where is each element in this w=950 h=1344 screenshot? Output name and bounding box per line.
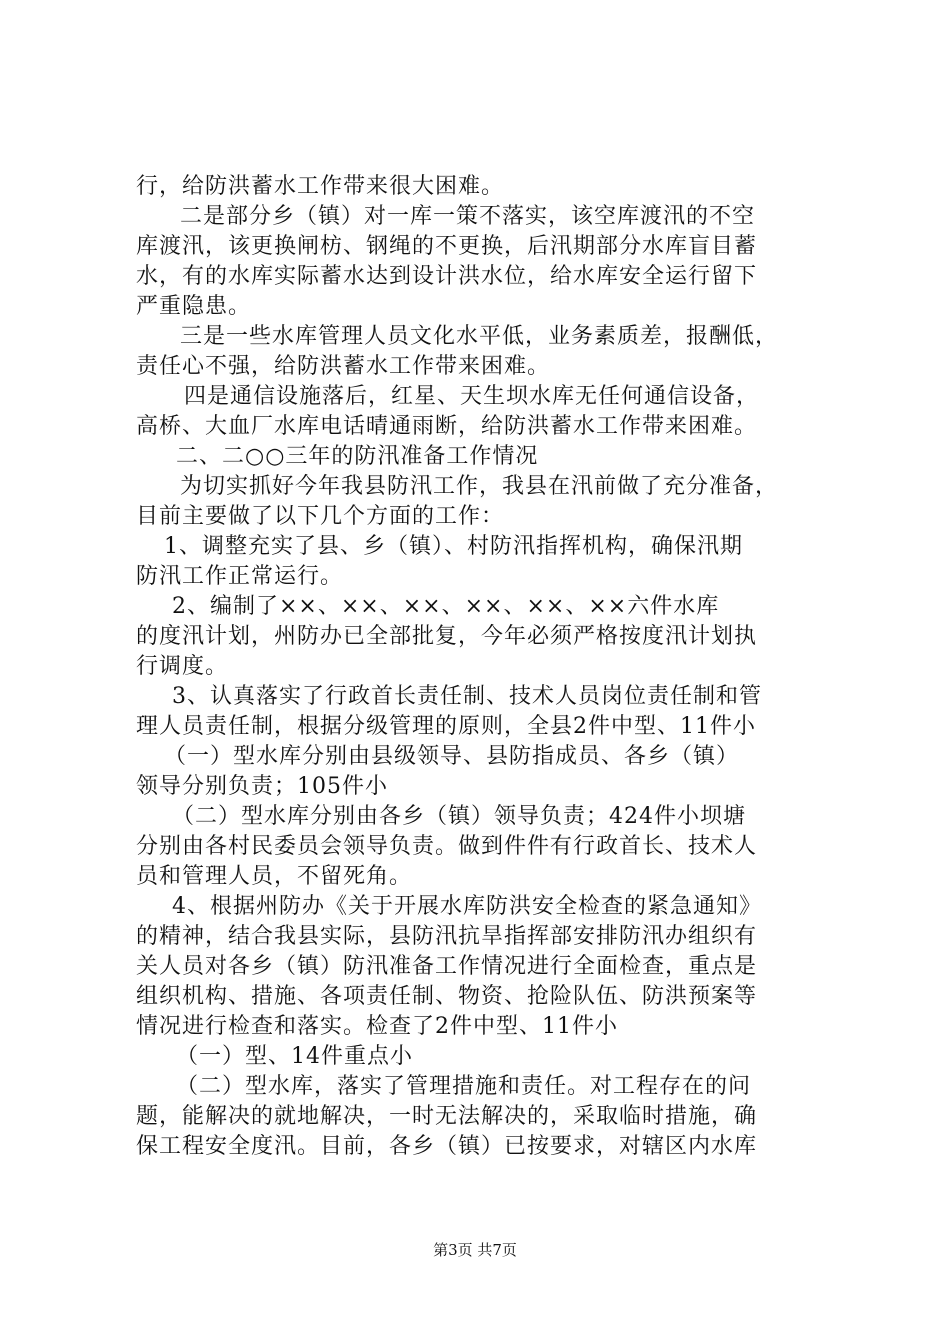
text-line: （二）型水库分别由各乡（镇）领导负责；424件小坝塘 xyxy=(172,804,746,829)
text-line: 关人员对各乡（镇）防汛准备工作情况进行全面检查，重点是 xyxy=(136,954,758,979)
text-line: 3、认真落实了行政首长责任制、技术人员岗位责任制和管 xyxy=(172,684,762,709)
text-line: 2、编制了××、××、××、××、××、××六件水库 xyxy=(172,594,720,619)
text-line: 4、根据州防办《关于开展水库防洪安全检查的紧急通知》 xyxy=(172,894,762,919)
text-line: 行，给防洪蓄水工作带来很大困难。 xyxy=(136,174,505,199)
text-line: 库渡汛，该更换闸枋、钢绳的不更换，后汛期部分水库盲目蓄 xyxy=(136,234,758,259)
text-line: 的度汛计划，州防办已全部批复，今年必须严格按度汛计划执 xyxy=(136,624,758,649)
text-line: 防汛工作正常运行。 xyxy=(136,564,344,589)
text-line: 1、调整充实了县、乡（镇）、村防汛指挥机构，确保汛期 xyxy=(164,534,743,559)
section-heading: 二、二○○三年的防汛准备工作情况 xyxy=(176,444,539,469)
text-line: 三是一些水库管理人员文化水平低，业务素质差，报酬低， xyxy=(180,324,779,349)
text-line: 理人员责任制，根据分级管理的原则，全县2件中型、11件小 xyxy=(136,714,756,739)
text-line: （一）型、14件重点小 xyxy=(176,1044,413,1069)
text-line: （二）型水库，落实了管理措施和责任。对工程存在的问 xyxy=(176,1074,752,1099)
text-line: 为切实抓好今年我县防汛工作，我县在汛前做了充分准备， xyxy=(180,474,779,499)
text-line: 四是通信设施落后，红星、天生坝水库无任何通信设备， xyxy=(184,384,760,409)
text-line: 水，有的水库实际蓄水达到设计洪水位，给水库安全运行留下 xyxy=(136,264,758,289)
text-line: （一）型水库分别由县级领导、县防指成员、各乡（镇） xyxy=(164,744,740,769)
text-line: 分别由各村民委员会领导负责。做到件件有行政首长、技术人 xyxy=(136,834,758,859)
text-line: 题，能解决的就地解决，一时无法解决的，采取临时措施，确 xyxy=(136,1104,758,1129)
text-line: 目前主要做了以下几个方面的工作： xyxy=(136,504,505,529)
text-line: 组织机构、措施、各项责任制、物资、抢险队伍、防洪预案等 xyxy=(136,984,758,1009)
text-line: 情况进行检查和落实。检查了2件中型、11件小 xyxy=(136,1014,618,1039)
text-line: 的精神，结合我县实际，县防汛抗旱指挥部安排防汛办组织有 xyxy=(136,924,758,949)
text-line: 保工程安全度汛。目前，各乡（镇）已按要求，对辖区内水库 xyxy=(136,1134,758,1159)
text-line: 领导分别负责；105件小 xyxy=(136,774,388,799)
text-line: 行调度。 xyxy=(136,654,229,679)
text-line: 严重隐患。 xyxy=(136,294,252,319)
text-line: 责任心不强，给防洪蓄水工作带来困难。 xyxy=(136,354,551,379)
text-line: 高桥、大血厂水库电话晴通雨断，给防洪蓄水工作带来困难。 xyxy=(136,414,758,439)
text-line: 员和管理人员，不留死角。 xyxy=(136,864,413,889)
text-line: 二是部分乡（镇）对一库一策不落实，该空库渡汛的不空 xyxy=(180,204,756,229)
document-body xyxy=(136,172,836,1162)
page-footer: 第3页 共7页 xyxy=(433,1241,517,1259)
